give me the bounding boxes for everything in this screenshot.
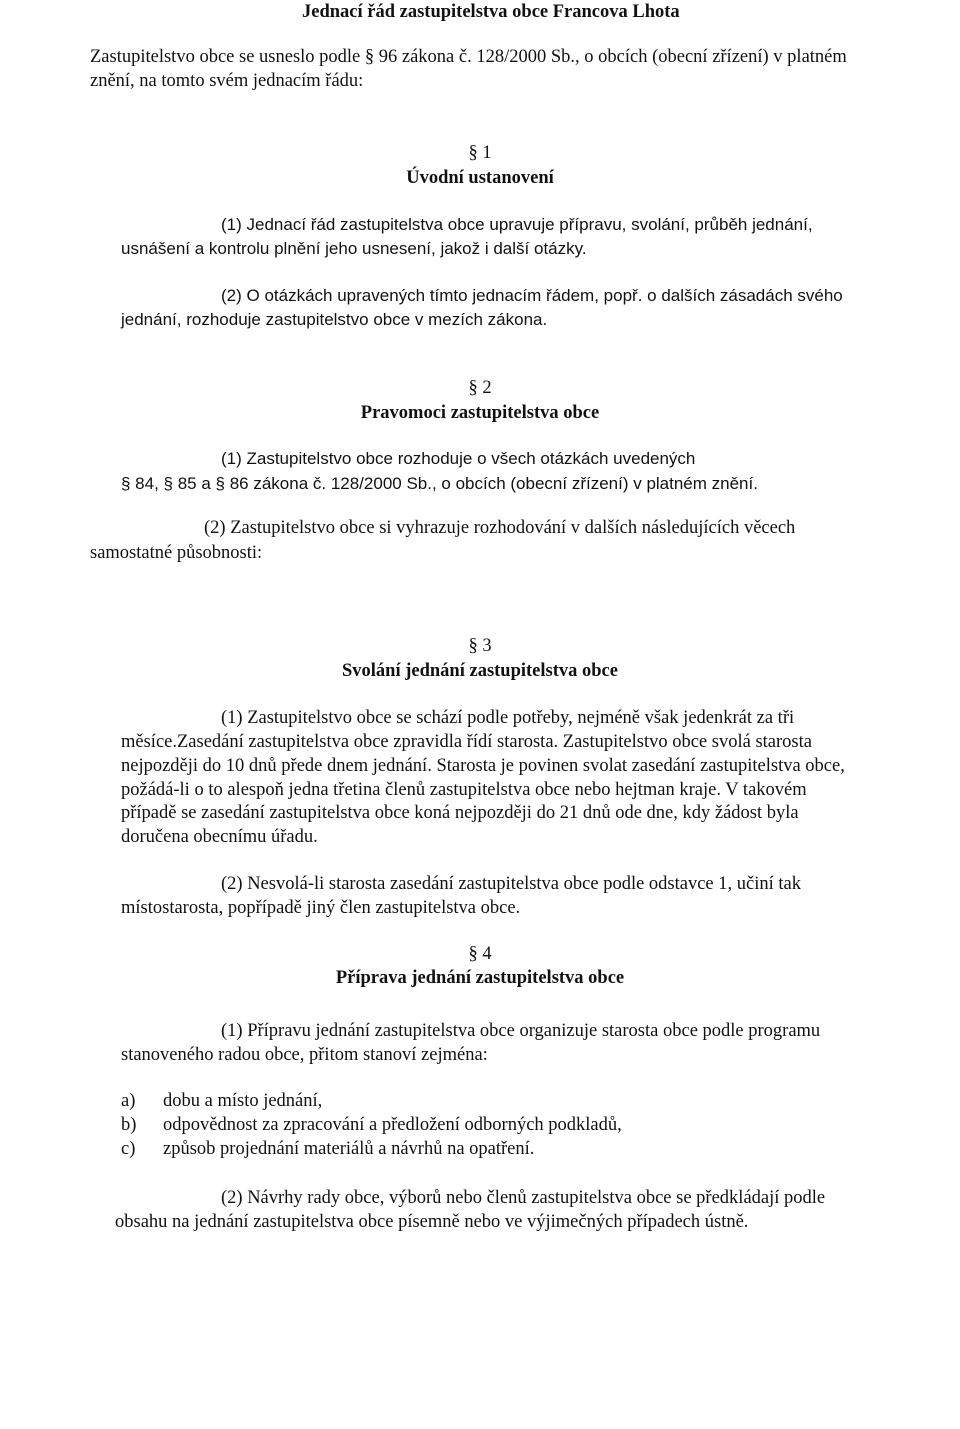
section-3-para-1-line-4: požádá-li o to alespoň jedna třetina členů zastupitelstva obce nebo hejtman kraje. V takovém [121,780,807,800]
section-1-number: § 1 [468,143,492,163]
section-3-para-1-line-5: případě se zasedání zastupitelstva obce koná nejpozději do 21 dnů ode dne, kdy žádost byla [121,803,799,823]
section-2-para-2-line-2: samostatné působnosti: [90,543,263,563]
list-item-text: odpovědnost za zpracování a předložení odborných podkladů, [163,1115,622,1135]
section-4-heading: Příprava jednání zastupitelstva obce [335,968,625,988]
intro-line-2: znění, na tomto svém jednacím řádu: [90,71,364,91]
section-1-heading: Úvodní ustanovení [406,168,554,188]
section-4-para-2-line-1: (2) Návrhy rady obce, výborů nebo členů zastupitelstva obce se předkládají podle [221,1188,826,1208]
section-4-para-1-line-1: (1) Přípravu jednání zastupitelstva obce organizuje starosta obce podle programu [221,1021,821,1041]
section-4-para-2-line-2: obsahu na jednání zastupitelstva obce písemně nebo ve výjimečných případech ústně. [115,1212,749,1232]
list-item-marker: b) [121,1115,137,1135]
list-item-text: dobu a místo jednání, [163,1091,323,1111]
section-1-para-1-line-2: usnášení a kontrolu plnění jeho usnesení, jakož i další otázky. [121,239,587,258]
section-1-para-1-line-1: (1) Jednací řád zastupitelstva obce upravuje přípravu, svolání, průběh jednání, [221,215,813,234]
section-3-heading: Svolání jednání zastupitelstva obce [342,661,618,681]
section-1-para-2-line-1: (2) O otázkách upravených tímto jednacím řádem, popř. o dalších zásadách svého [221,286,843,305]
section-3-para-2-line-2: místostarosta, popřípadě jiný člen zastupitelstva obce. [121,898,521,918]
section-3-number: § 3 [468,636,492,656]
section-1-para-2-line-2: jednání, rozhoduje zastupitelstvo obce v mezích zákona. [121,310,548,329]
intro-line-1: Zastupitelstvo obce se usneslo podle § 96 zákona č. 128/2000 Sb., o obcích (obecní zřízení) v platném [90,47,847,67]
section-2-para-1-line-2: § 84, § 85 a § 86 zákona č. 128/2000 Sb., o obcích (obecní zřízení) v platném znění. [121,474,758,493]
section-3-para-1-line-6: doručena obecnímu úřadu. [121,827,318,847]
list-item-text: způsob projednání materiálů a návrhů na opatření. [163,1139,535,1159]
list-item-marker: a) [121,1091,136,1111]
section-2-number: § 2 [468,378,492,398]
section-4-number: § 4 [468,944,492,964]
list-item-marker: c) [121,1139,136,1159]
section-4-para-1-line-2: stanoveného radou obce, přitom stanoví zejména: [121,1045,488,1065]
document-title: Jednací řád zastupitelstva obce Francova Lhota [302,2,680,22]
section-2-para-1-line-1: (1) Zastupitelstvo obce rozhoduje o všech otázkách uvedených [221,449,696,468]
section-3-para-1-line-3: nejpozději do 10 dnů přede dnem jednání. Starosta je povinen svolat zasedání zastupitelstva obce, [121,756,845,776]
section-3-para-1-line-2: měsíce.Zasedání zastupitelstva obce zpravidla řídí starosta. Zastupitelstvo obce svolá starosta [121,732,812,752]
section-3-para-1-line-1: (1) Zastupitelstvo obce se schází podle potřeby, nejméně však jedenkrát za tři [221,708,795,728]
section-2-heading: Pravomoci zastupitelstva obce [360,403,600,423]
section-2-para-2-line-1: (2) Zastupitelstvo obce si vyhrazuje rozhodování v dalších následujících věcech [204,518,796,538]
section-3-para-2-line-1: (2) Nesvolá-li starosta zasedání zastupitelstva obce podle odstavce 1, učiní tak [221,874,801,894]
